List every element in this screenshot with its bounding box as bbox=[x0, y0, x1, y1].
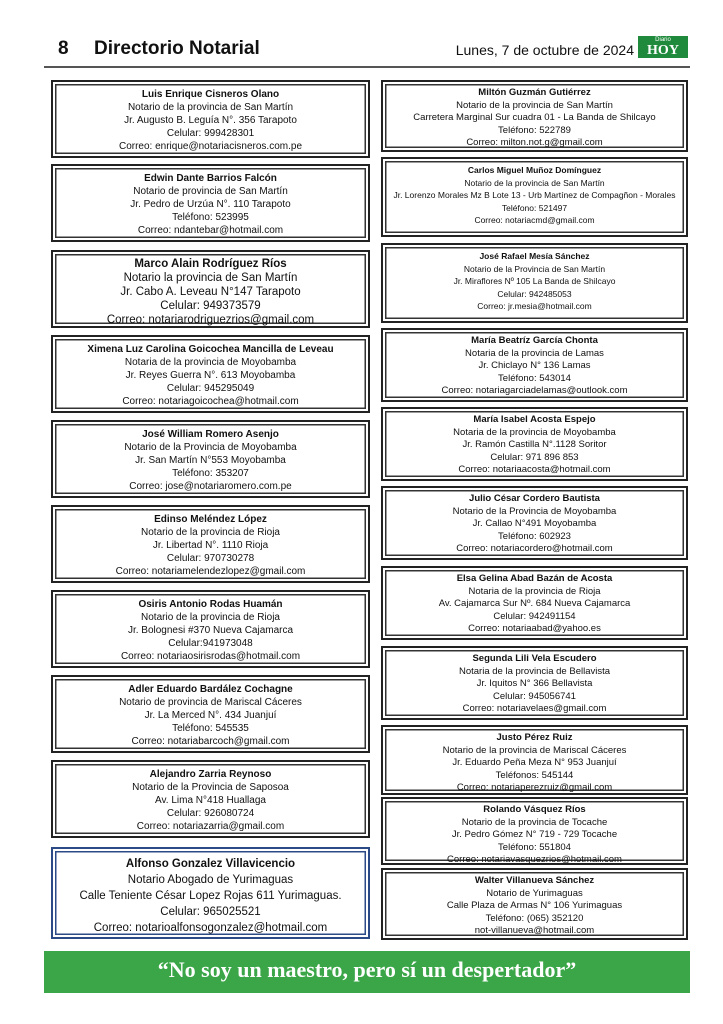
notary-detail-line: Jr. Chiclayo N° 136 Lamas bbox=[478, 360, 591, 371]
notary-detail-line: Notario de la provincia de Tocache bbox=[461, 816, 608, 828]
notary-detail-line: Av. Lima N°418 Huallaga bbox=[155, 795, 266, 806]
notary-name: Walter Villanueva Sánchez bbox=[474, 875, 595, 886]
notary-detail-line: Notario de la Provincia de Moyobamba bbox=[124, 442, 297, 453]
notary-card bbox=[381, 328, 688, 402]
section-title: Directorio Notarial bbox=[94, 38, 260, 59]
notary-detail-line: Celular: 942485053 bbox=[497, 288, 572, 299]
notary-detail-line: Correo: notariavelaes@gmail.com bbox=[462, 703, 607, 714]
notary-detail-line: Carretera Marginal Sur cuadra 01 - La Banda de Shilcayo bbox=[413, 112, 656, 123]
notary-detail-line: Teléfono: 545535 bbox=[172, 723, 249, 734]
notary-name: Luis Enrique Cisneros Olano bbox=[141, 89, 280, 100]
notary-name: Miltón Guzmán Gutiérrez bbox=[478, 87, 591, 98]
notary-detail-line: Correo: milton.not.g@gmail.com bbox=[466, 137, 603, 148]
notary-detail-line: Correo: jr.mesia@hotmail.com bbox=[477, 301, 592, 311]
notary-detail-line: Notaria de la provincia de Rioja bbox=[468, 585, 601, 597]
notary-card bbox=[381, 725, 688, 795]
notary-detail-line: Celular: 999428301 bbox=[166, 128, 255, 139]
notary-detail-line: Notaria de la provincia de Moyobamba bbox=[453, 426, 616, 438]
notary-detail-line: Notario de la provincia de Rioja bbox=[141, 612, 280, 623]
notary-detail-line: Celular: 971 896 853 bbox=[490, 451, 579, 463]
notary-name: Adler Eduardo Bardález Cochagne bbox=[128, 684, 293, 695]
notary-detail-line: not-villanueva@hotmail.com bbox=[474, 925, 595, 936]
notary-detail-line: Notario de la Provincia de San Martín bbox=[463, 263, 606, 274]
notary-detail-line: Notario de la Provincia de Saposoa bbox=[132, 782, 289, 793]
notary-detail-line: Notario de provincia de Mariscal Cáceres bbox=[119, 697, 302, 708]
notary-detail-line: Notario de la Provincia de Moyobamba bbox=[452, 505, 617, 517]
notary-detail-line: Correo: notariabarcoch@gmail.com bbox=[131, 736, 290, 747]
notary-detail-line: Correo: notariamelendezlopez@gmail.com bbox=[115, 566, 306, 577]
notary-card bbox=[381, 407, 688, 481]
notary-detail-line: Celular: 965025521 bbox=[160, 906, 261, 918]
notary-name: Rolando Vásquez Ríos bbox=[483, 804, 586, 815]
issue-date: Lunes, 7 de octubre de 2024 bbox=[455, 42, 634, 58]
notary-detail-line: Teléfono: 521497 bbox=[501, 202, 568, 213]
notary-detail-line: Teléfono: 523995 bbox=[172, 212, 249, 223]
notary-card bbox=[51, 335, 370, 413]
notary-card bbox=[381, 80, 688, 152]
notary-card bbox=[381, 868, 688, 940]
notary-detail-line: Jr. Lorenzo Morales Mz B Lote 13 - Urb Martínez de Compagñon - Morales bbox=[393, 190, 676, 200]
notary-detail-line: Jr. San Martín N°553 Moyobamba bbox=[135, 455, 286, 466]
notary-card bbox=[381, 157, 688, 237]
page-number: 8 bbox=[58, 38, 69, 59]
notary-detail-line: Correo: notariaacosta@hotmail.com bbox=[458, 464, 611, 475]
notary-name: Ximena Luz Carolina Goicochea Mancilla de Leveau bbox=[87, 344, 334, 355]
notary-name: María Isabel Acosta Espejo bbox=[473, 414, 596, 425]
notary-detail-line: Jr. Cabo A. Leveau N°147 Tarapoto bbox=[120, 286, 301, 298]
notary-detail-line: Correo: notariaperezruiz@gmail.com bbox=[456, 782, 613, 793]
notary-detail-line: Av. Cajamarca Sur Nº. 684 Nueva Cajamarca bbox=[438, 598, 631, 609]
notary-detail-line: Correo: ndantebar@hotmail.com bbox=[137, 225, 284, 236]
notary-card bbox=[381, 243, 688, 323]
notary-detail-line: Celular: 949373579 bbox=[160, 300, 261, 312]
notary-card bbox=[381, 566, 688, 640]
footer-quote: “No soy un maestro, pero sí un despertador” bbox=[44, 951, 690, 993]
notary-name: Edinso Meléndez López bbox=[154, 514, 267, 525]
notary-detail-line: Calle Teniente César Lopez Rojas 611 Yurimaguas. bbox=[79, 890, 342, 902]
notary-name: Justo Pérez Ruiz bbox=[496, 732, 573, 743]
notary-detail-line: Notario de la provincia de Rioja bbox=[141, 527, 280, 538]
notary-detail-line: Correo: notariaabad@yahoo.es bbox=[468, 623, 601, 634]
notary-detail-line: Correo: notariagarciadelamas@outlook.com bbox=[441, 385, 628, 396]
notary-detail-line: Notaria de la provincia de Moyobamba bbox=[124, 357, 297, 368]
logo-main-text: HOY bbox=[647, 43, 679, 58]
notary-name: Marco Alain Rodríguez Ríos bbox=[134, 258, 287, 270]
notary-card bbox=[381, 797, 688, 865]
newspaper-logo bbox=[638, 36, 688, 58]
notary-detail-line: Notario Abogado de Yurimaguas bbox=[127, 874, 294, 886]
notary-detail-line: Correo: notariaosirisrodas@hotmail.com bbox=[120, 651, 301, 662]
notary-detail-line: Calle Plaza de Armas N° 106 Yurimaguas bbox=[446, 900, 623, 911]
notary-detail-line: Correo: notariazarria@gmail.com bbox=[136, 821, 285, 832]
notary-card bbox=[51, 675, 370, 753]
notary-detail-line: Jr. Iquitos N° 366 Bellavista bbox=[476, 678, 593, 689]
notary-detail-line: Correo: notariagoicochea@hotmail.com bbox=[122, 396, 299, 407]
notary-detail-line: Correo: notariacmd@gmail.com bbox=[474, 215, 595, 225]
notary-detail-line: Celular: 945056741 bbox=[493, 690, 576, 702]
notary-detail-line: Notario de la provincia de San Martín bbox=[464, 177, 605, 188]
notary-detail-line: Celular: 926080724 bbox=[166, 808, 255, 819]
notary-card bbox=[381, 486, 688, 560]
notary-name: Elsa Gelina Abad Bazán de Acosta bbox=[456, 573, 613, 584]
notary-detail-line: Jr. Callao N°491 Moyobamba bbox=[472, 518, 597, 529]
notary-detail-line: Jr. Eduardo Peña Meza N° 953 Juanjuí bbox=[452, 757, 617, 768]
notary-name: Carlos Miguel Muñoz Domínguez bbox=[467, 165, 602, 175]
page-header bbox=[44, 32, 690, 66]
notary-detail-line: Teléfono: 353207 bbox=[172, 468, 249, 479]
notary-detail-line: Jr. Ramón Castilla N°.1128 Soritor bbox=[462, 439, 607, 450]
notary-detail-line: Teléfono: (065) 352120 bbox=[485, 912, 584, 924]
notary-detail-line: Jr. La Merced N°. 434 Juanjuí bbox=[144, 710, 277, 721]
notary-detail-line: Notario de Yurimaguas bbox=[486, 887, 583, 899]
notary-card bbox=[51, 80, 370, 158]
notary-detail-line: Correo: notarioalfonsogonzalez@hotmail.com bbox=[93, 922, 328, 934]
notary-detail-line: Notaria de la provincia de Lamas bbox=[465, 347, 604, 359]
notary-detail-line: Jr. Pedro de Urzúa N°. 110 Tarapoto bbox=[130, 199, 291, 210]
notary-detail-line: Notario de la provincia de San Martín bbox=[127, 102, 294, 113]
notary-detail-line: Teléfono: 551804 bbox=[498, 841, 571, 853]
notary-name: José Rafael Mesía Sánchez bbox=[479, 251, 590, 261]
notary-card bbox=[381, 646, 688, 720]
notary-detail-line: Celular: 942491154 bbox=[493, 610, 576, 622]
notary-detail-line: Celular: 945295049 bbox=[166, 383, 255, 394]
notary-name: Alfonso Gonzalez Villavicencio bbox=[125, 858, 296, 870]
logo-top-text: Diario bbox=[655, 37, 671, 43]
notary-detail-line: Jr. Bolognesi #370 Nueva Cajamarca bbox=[127, 625, 294, 636]
notary-detail-line: Jr. Augusto B. Leguía N°. 356 Tarapoto bbox=[124, 115, 297, 126]
notary-detail-line: Teléfonos: 545144 bbox=[495, 769, 574, 781]
notary-detail-line: Jr. Reyes Guerra N°. 613 Moyobamba bbox=[125, 370, 296, 381]
notary-detail-line: Teléfono: 602923 bbox=[498, 530, 571, 542]
notary-detail-line: Celular: 970730278 bbox=[166, 553, 255, 564]
notary-card bbox=[51, 250, 370, 328]
notary-card bbox=[51, 505, 370, 583]
notary-detail-line: Notario de la provincia de Mariscal Cáceres bbox=[442, 744, 627, 756]
notary-name: Segunda Lili Vela Escudero bbox=[472, 653, 597, 664]
notary-name: José William Romero Asenjo bbox=[142, 429, 279, 440]
notary-name: Alejandro Zarria Reynoso bbox=[149, 769, 272, 780]
notary-detail-line: Notario la provincia de San Martín bbox=[123, 272, 298, 284]
notary-detail-line: Correo: notariavasquezrios@hotmail.com bbox=[447, 854, 622, 865]
notary-detail-line: Correo: enrique@notariacisneros.com.pe bbox=[118, 141, 303, 152]
notary-detail-line: Correo: notariarodriguezrios@gmail.com bbox=[106, 314, 315, 326]
notary-card bbox=[51, 590, 370, 668]
notary-card bbox=[51, 760, 370, 838]
notary-detail-line: Correo: jose@notariaromero.com.pe bbox=[129, 481, 292, 492]
notary-detail-line: Jr. Miraflores Nº 105 La Banda de Shilcayo bbox=[453, 276, 616, 286]
notary-detail-line: Jr. Libertad N°. 1110 Rioja bbox=[152, 540, 269, 551]
notary-detail-line: Notario de provincia de San Martín bbox=[133, 186, 288, 197]
notary-name: María Beatríz García Chonta bbox=[471, 335, 598, 346]
notary-card bbox=[51, 847, 370, 939]
notary-detail-line: Teléfono: 543014 bbox=[498, 372, 571, 384]
notary-detail-line: Teléfono: 522789 bbox=[498, 124, 571, 136]
notary-name: Julio César Cordero Bautista bbox=[469, 493, 600, 504]
notary-name: Edwin Dante Barrios Falcón bbox=[144, 173, 277, 184]
notary-name: Osiris Antonio Rodas Huamán bbox=[138, 599, 283, 610]
notary-detail-line: Notario de la provincia de San Martín bbox=[456, 99, 613, 111]
notary-card bbox=[51, 420, 370, 498]
notary-detail-line: Jr. Pedro Gómez N° 719 - 729 Tocache bbox=[451, 829, 618, 840]
notary-card bbox=[51, 164, 370, 242]
notary-detail-line: Celular:941973048 bbox=[168, 638, 253, 649]
notary-detail-line: Correo: notariacordero@hotmail.com bbox=[456, 543, 613, 554]
header-divider bbox=[44, 66, 690, 68]
notary-detail-line: Notaria de la provincia de Bellavista bbox=[458, 665, 611, 677]
